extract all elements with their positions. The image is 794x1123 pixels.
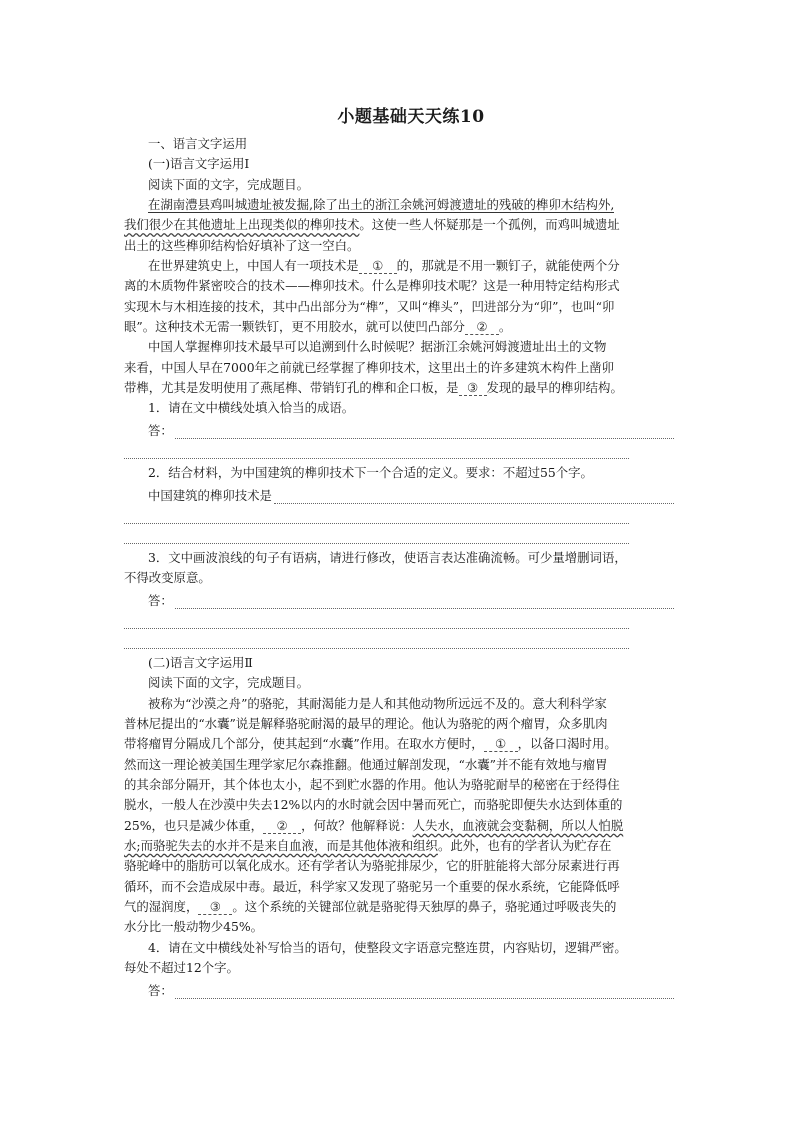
p1-line1 (148, 195, 674, 215)
question-4-cont: 每处不超过12个字。 (124, 960, 239, 976)
wavy-sentence-cont: 水;而骆驼失去的水并不是来自血液，而是其他体液和组织 (124, 837, 438, 853)
answer-line[interactable] (175, 596, 674, 609)
answer-label: 答： (148, 592, 173, 608)
blank-3[interactable]: ③ (198, 900, 232, 915)
wavy-sentence: 人失水，血液就会变黏稠，所以人怕脱 (412, 817, 624, 833)
p4-line6: 脱水，一般人在沙漠中失去12%以内的水时就会因中暑而死亡，而骆驼即便失水达到体重的 (124, 797, 623, 813)
answer-row-2 (148, 484, 674, 504)
blank-2[interactable]: ② (465, 320, 499, 335)
p4-line5: 的其余部分隔开，其个体也太小，起不到贮水器的作用。他认为骆驼耐旱的秘密在于经得住 (124, 776, 620, 792)
p4-line1: 被称为“沙漠之舟”的骆驼，其耐渴能力是人和其他动物所远远不及的。意大利科学家 (148, 695, 607, 711)
part1-instruction: 阅读下面的文字，完成题目。 (148, 176, 310, 192)
answer-label: 答： (148, 982, 173, 998)
definition-prefix: 中国建筑的榫卯技术是 (148, 487, 272, 503)
blank-2[interactable]: ② (263, 819, 301, 834)
question-2: 2．结合材料，为中国建筑的榫卯技术下一个合适的定义。要求：不超过55个字。 (148, 465, 593, 481)
question-4: 4．请在文中横线处补写恰当的语句，使整段文字语意完整连贯，内容贴切，逻辑严密。 (148, 939, 627, 955)
answer-line[interactable] (175, 986, 674, 999)
p2-line2: 离的木质物件紧密咬合的技术——榫卯技术。什么是榫卯技术呢？这是一种用特定结构形式 (124, 278, 620, 294)
p4-line4: 然而这一理论被美国生理学家尼尔森推翻。他通过解剖发现，“水囊”并不能有效地与瘤胃 (124, 756, 608, 772)
blank-1[interactable]: ① (484, 737, 518, 752)
worksheet-page (124, 104, 674, 999)
part2-heading: (二)语言文字运用Ⅱ (148, 654, 253, 670)
p4-line7: 25%，也只是减少体重， ② ，何故？他解释说：人失水，血液就会变黏稠，所以人怕脱 (124, 817, 624, 833)
p2-line3: 实现木与木相连接的技术，其中凸出部分为“榫”，又叫“榫头”，凹进部分为“卯”，也叫“卯 (124, 298, 615, 314)
answer-line[interactable] (124, 609, 629, 629)
p1-line2: 我们很少在其他遗址上出现类似的榫卯技术。这使一些人怀疑那是一个孤例，而鸡叫城遗址 (124, 217, 620, 233)
answer-row-3 (148, 589, 674, 609)
answer-line[interactable] (124, 504, 629, 524)
p1-line3: 出土的这些榫卯结构恰好填补了这一空白。 (124, 237, 360, 253)
part2-instruction: 阅读下面的文字，完成题目。 (148, 675, 310, 691)
p4-line9: 骆驼峰中的脂肪可以氧化成水。还有学者认为骆驼排尿少，它的肝脏能将大部分尿素进行再 (124, 858, 620, 874)
p3-line2: 来看，中国人早在7000年之前就已经掌握了榫卯技术，这里出土的许多建筑木构件上凿卯 (124, 359, 614, 375)
section-heading: 一、语言文字运用 (148, 136, 248, 151)
answer-row-4 (148, 978, 674, 998)
p2-line1: 在世界建筑史上，中国人有一项技术是 ① 的，那就是不用一颗钉子，就能使两个分 (148, 258, 620, 274)
p2-line4: 眼”。这种技术无需一颗铁钉，更不用胶水，就可以使凹凸部分 ② 。 (124, 319, 512, 335)
p1-wavy-sentence: 我们很少在其他遗址上出现类似的榫卯技术 (124, 217, 360, 233)
p4-line2: 普林尼提出的“水囊”说是解释骆驼耐渴的最早的理论。他认为骆驼的两个瘤胃，众多肌肉 (124, 715, 608, 731)
answer-label: 答： (148, 423, 173, 439)
page-title: 小题基础天天练10 (337, 107, 485, 127)
answer-line[interactable] (124, 629, 629, 649)
p4-line11: 气的湿润度， ③ 。这个系统的关键部位就是骆驼得天独厚的鼻子，骆驼通过呼吸丧失的 (124, 899, 617, 914)
p4-line10: 循环，而不会造成尿中毒。最近，科学家又发现了骆驼另一个重要的保水系统，它能降低呼 (124, 878, 620, 894)
answer-line[interactable] (175, 426, 674, 439)
question-3-cont: 不得改变原意。 (124, 570, 211, 586)
p3-line1: 中国人掌握榫卯技术最早可以追溯到什么时候呢？据浙江余姚河姆渡遗址出土的文物 (148, 339, 607, 355)
blank-3[interactable]: ③ (459, 381, 487, 396)
answer-line[interactable] (124, 439, 629, 459)
blank-1[interactable]: ① (359, 259, 397, 274)
p1-underlined-1: 在湖南澧县鸡叫城遗址被发掘,除了出土的浙江余姚河姆渡遗址的残破的榫卯木结构外, (148, 197, 615, 213)
question-3: 3．文中画波浪线的句子有语病，请进行修改，使语言表达准确流畅。可少量增删词语， (148, 549, 627, 565)
question-1: 1．请在文中横线处填入恰当的成语。 (148, 400, 355, 416)
p4-line12: 水分比一般动物少45%。 (124, 919, 264, 935)
p3-line3: 带榫，尤其是发明使用了燕尾榫、带销钉孔的榫和企口板，是 ③ 发现的最早的榫卯结构。 (124, 380, 623, 396)
answer-line[interactable] (274, 491, 674, 504)
answer-line[interactable] (124, 524, 629, 544)
p4-line3: 带将瘤胃分隔成几个部分，使其起到“水囊”作用。在取水方便时， ① ，以备口渴时用。 (124, 736, 617, 752)
part1-heading: (一)语言文字运用Ⅰ (148, 156, 250, 172)
p4-line8: 水;而骆驼失去的水并不是来自血液，而是其他体液和组织。此外，也有的学者认为贮存在 (124, 837, 612, 853)
answer-row-1 (148, 419, 674, 439)
